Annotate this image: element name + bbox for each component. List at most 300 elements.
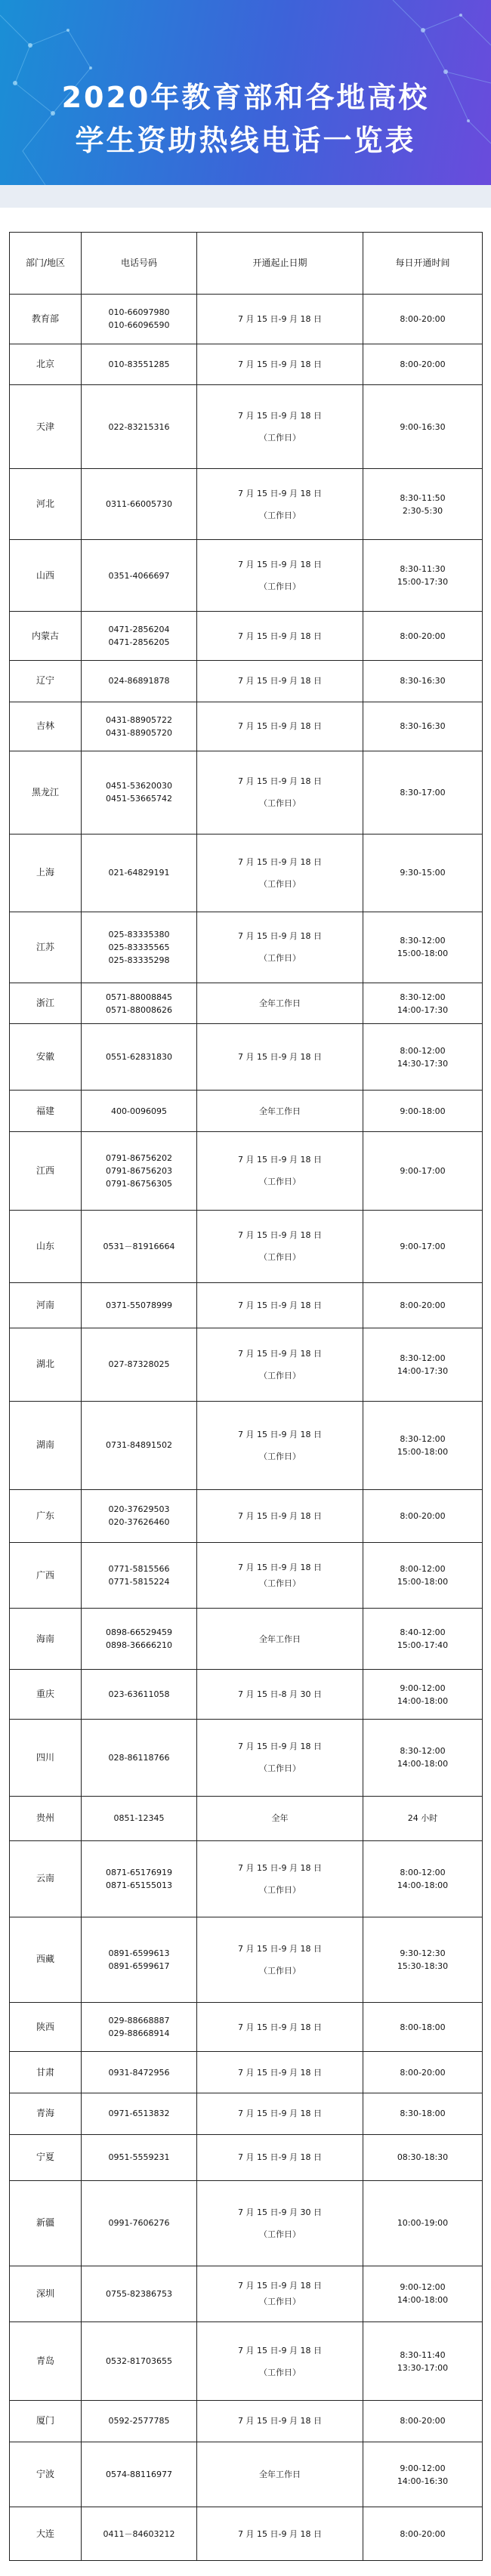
phone-number-cell	[82, 2134, 197, 2180]
phone-number[interactable]: 0574-88116977	[106, 2470, 172, 2479]
daily-hours-cell	[363, 1489, 483, 1542]
table-row	[10, 1917, 483, 2003]
phone-number[interactable]: 0532-81703655	[106, 2356, 172, 2367]
date-range: 7 月 15 日-9 月 18 日	[238, 1510, 322, 1521]
phone-number-cell	[82, 1132, 197, 1211]
phone-number[interactable]: 0991-7606276	[108, 2218, 170, 2229]
daily-hours-cell	[363, 385, 483, 468]
daily-hours-cell	[363, 1609, 483, 1670]
date-range-cell	[197, 1091, 363, 1132]
daily-hours: 8:30-16:30	[400, 721, 446, 732]
table-row	[10, 1401, 483, 1489]
region-cell: 广东	[10, 1489, 82, 1542]
daily-hours-cell	[363, 2322, 483, 2401]
daily-hours-cell	[363, 1024, 483, 1091]
phone-number-cell	[82, 660, 197, 702]
phone-number[interactable]: 0898-66529459	[106, 1627, 172, 1638]
table-row	[10, 1720, 483, 1796]
date-range-cell	[197, 1840, 363, 1917]
daily-hours: 8:00-12:00	[400, 1867, 446, 1877]
phone-number[interactable]: 0891-6599613	[108, 1948, 170, 1958]
daily-hours: 8:00-20:00	[400, 359, 446, 370]
date-range: （工作日）	[259, 1965, 301, 1976]
phone-number[interactable]: 029-88668887	[108, 2016, 170, 2026]
date-range: （工作日）	[259, 510, 301, 520]
daily-hours: 9:00-16:30	[400, 421, 446, 432]
phone-number[interactable]: 021-64829191	[108, 868, 170, 878]
date-range: 7 月 15 日-9 月 18 日	[238, 776, 322, 787]
column-header-dates: 开通起止日期	[197, 233, 363, 295]
daily-hours-cell	[363, 1917, 483, 2003]
table-row	[10, 1282, 483, 1328]
table-row	[10, 1024, 483, 1091]
daily-hours: 9:00-12:00	[400, 2282, 446, 2293]
phone-number[interactable]: 0771-5815566	[108, 1564, 170, 1575]
region-cell: 内蒙古	[10, 612, 82, 661]
phone-number-cell	[82, 1840, 197, 1917]
phone-number[interactable]: 025-83335380	[108, 929, 170, 939]
table-row	[10, 1328, 483, 1401]
daily-hours-cell	[363, 1091, 483, 1132]
table-body	[10, 295, 483, 2561]
phone-number-cell	[82, 2322, 197, 2401]
date-range-cell	[197, 660, 363, 702]
phone-number[interactable]: 025-83335565	[108, 942, 170, 952]
region-cell: 山西	[10, 540, 82, 612]
daily-hours-cell	[363, 2093, 483, 2135]
date-range: 7 月 15 日-9 月 18 日	[238, 560, 322, 570]
date-range: 全年工作日	[259, 1106, 301, 1116]
daily-hours: 14:00-18:00	[397, 1695, 449, 1706]
phone-number-cell	[82, 1489, 197, 1542]
phone-number[interactable]: 0871-65155013	[106, 1880, 172, 1890]
region-cell: 河北	[10, 468, 82, 540]
daily-hours-cell	[363, 983, 483, 1024]
daily-hours: 24 小时	[407, 1813, 438, 1824]
date-range: （工作日）	[259, 2297, 301, 2307]
phone-number[interactable]: 029-88668914	[108, 2028, 170, 2039]
phone-number[interactable]: 0571-88008626	[106, 1004, 172, 1015]
date-range: （工作日）	[259, 582, 301, 592]
date-range-cell	[197, 1489, 363, 1542]
daily-hours-cell	[363, 912, 483, 983]
daily-hours: 9:00-12:00	[400, 1683, 446, 1693]
daily-hours: 8:30-12:00	[400, 1353, 446, 1363]
table-row	[10, 295, 483, 344]
hotline-table	[9, 232, 483, 2561]
date-range: 7 月 15 日-9 月 18 日	[238, 1943, 322, 1954]
date-range-cell	[197, 468, 363, 540]
region-cell: 辽宁	[10, 660, 82, 702]
phone-number-cell	[82, 912, 197, 983]
region-cell: 黑龙江	[10, 751, 82, 834]
phone-number-cell	[82, 385, 197, 468]
daily-hours: 15:00-17:40	[397, 1640, 449, 1651]
daily-hours: 15:00-18:00	[397, 1577, 449, 1587]
date-range: 7 月 15 日-9 月 18 日	[238, 2416, 322, 2426]
date-range-cell	[197, 295, 363, 344]
region-cell: 北京	[10, 344, 82, 385]
table-row	[10, 834, 483, 912]
phone-number-cell	[82, 834, 197, 912]
date-range: 7 月 15 日-9 月 18 日	[238, 2022, 322, 2032]
table-row	[10, 2400, 483, 2442]
table-row	[10, 702, 483, 751]
date-range-cell	[197, 1401, 363, 1489]
phone-number[interactable]: 0755-82386753	[106, 2288, 172, 2299]
date-range: 7 月 15 日-9 月 18 日	[238, 2281, 322, 2291]
date-range: （工作日）	[259, 878, 301, 889]
phone-number[interactable]: 0471-2856204	[108, 625, 170, 635]
date-range: 7 月 15 日-9 月 18 日	[238, 2528, 322, 2539]
daily-hours-cell	[363, 2002, 483, 2052]
phone-number[interactable]: 0471-2856205	[108, 637, 170, 648]
phone-number[interactable]: 025-83335298	[108, 955, 170, 965]
date-range: 7 月 15 日-9 月 18 日	[238, 856, 322, 867]
phone-number[interactable]: 0731-84891502	[106, 1440, 172, 1451]
phone-number-cell	[82, 702, 197, 751]
daily-hours: 10:00-19:00	[397, 2218, 449, 2229]
phone-number[interactable]: 0592-2577785	[108, 2416, 170, 2426]
daily-hours: 9:30-15:00	[400, 868, 446, 878]
phone-number[interactable]: 0898-36666210	[106, 1640, 172, 1651]
phone-number[interactable]: 0311-66005730	[106, 499, 172, 510]
date-range: 7 月 15 日-9 月 18 日	[238, 1300, 322, 1310]
daily-hours-cell	[363, 2400, 483, 2442]
region-cell: 浙江	[10, 983, 82, 1024]
daily-hours: 8:30-18:00	[400, 2109, 446, 2119]
region-cell: 安徽	[10, 1024, 82, 1091]
date-range: （工作日）	[259, 798, 301, 809]
daily-hours: 9:30-12:30	[400, 1948, 446, 1958]
date-range: （工作日）	[259, 2229, 301, 2239]
date-range-cell	[197, 983, 363, 1024]
date-range: 7 月 15 日-9 月 18 日	[238, 1052, 322, 1063]
date-range: 7 月 15 日-9 月 18 日	[238, 1862, 322, 1873]
region-cell: 新疆	[10, 2180, 82, 2266]
daily-hours: 14:30-17:30	[397, 1058, 449, 1069]
daily-hours: 14:00-18:00	[397, 2295, 449, 2306]
phone-number[interactable]: 020-37629503	[108, 1504, 170, 1515]
region-cell: 海南	[10, 1609, 82, 1670]
date-range-cell	[197, 2266, 363, 2322]
phone-number-cell	[82, 1328, 197, 1401]
region-cell: 陕西	[10, 2002, 82, 2052]
phone-number[interactable]: 0931-8472956	[108, 2067, 170, 2078]
region-cell: 贵州	[10, 1796, 82, 1840]
phone-number[interactable]: 022-83215316	[108, 421, 170, 432]
daily-hours-cell	[363, 1328, 483, 1401]
date-range-cell	[197, 2400, 363, 2442]
date-range: 7 月 15 日-9 月 18 日	[238, 931, 322, 942]
daily-hours: 15:30-18:30	[397, 1961, 449, 1971]
table-row	[10, 1091, 483, 1132]
phone-number[interactable]: 0791-86756305	[106, 1178, 172, 1189]
daily-hours: 8:00-20:00	[400, 631, 446, 641]
daily-hours: 8:30-12:00	[400, 992, 446, 1002]
table-row	[10, 2134, 483, 2180]
date-range-cell	[197, 751, 363, 834]
phone-number[interactable]: 0771-5815224	[108, 1577, 170, 1587]
date-range: 全年	[271, 1813, 289, 1824]
date-range-cell	[197, 1328, 363, 1401]
daily-hours-cell	[363, 540, 483, 612]
table-row	[10, 2093, 483, 2135]
phone-number[interactable]: 0791-86756202	[106, 1152, 172, 1163]
phone-number[interactable]: 024-86891878	[108, 676, 170, 686]
date-range-cell	[197, 2093, 363, 2135]
date-range-cell	[197, 2134, 363, 2180]
phone-number[interactable]: 023-63611058	[108, 1689, 170, 1700]
phone-number-cell	[82, 1609, 197, 1670]
daily-hours-cell	[363, 344, 483, 385]
region-cell: 西藏	[10, 1917, 82, 2003]
date-range: 7 月 15 日-9 月 18 日	[238, 1741, 322, 1752]
phone-number[interactable]: 0371-55078999	[106, 1300, 172, 1310]
column-header-hours: 每日开通时间	[363, 233, 483, 295]
phone-number-cell	[82, 1720, 197, 1796]
phone-number-cell	[82, 1401, 197, 1489]
daily-hours: 15:00-17:30	[397, 577, 449, 588]
date-range-cell	[197, 612, 363, 661]
daily-hours: 8:30-12:00	[400, 1746, 446, 1757]
phone-number-cell	[82, 1796, 197, 1840]
column-header-region: 部门/地区	[10, 233, 82, 295]
phone-number[interactable]: 0891-6599617	[108, 1961, 170, 1971]
phone-number[interactable]: 0431-88905722	[106, 714, 172, 725]
region-cell: 四川	[10, 1720, 82, 1796]
daily-hours: 8:00-12:00	[400, 1045, 446, 1056]
table-row	[10, 1796, 483, 1840]
phone-number[interactable]: 0451-53620030	[106, 781, 172, 791]
phone-number-cell	[82, 344, 197, 385]
phone-number[interactable]: 0351-4066697	[108, 570, 170, 581]
phone-number-cell	[82, 2180, 197, 2266]
table-row	[10, 1840, 483, 1917]
region-cell: 山东	[10, 1210, 82, 1282]
date-range-cell	[197, 1720, 363, 1796]
daily-hours: 08:30-18:30	[397, 2152, 449, 2163]
date-range: 7 月 15 日-9 月 18 日	[238, 1563, 322, 1573]
phone-number[interactable]: 0851-12345	[113, 1813, 165, 1824]
daily-hours-cell	[363, 660, 483, 702]
daily-hours: 14:00-16:30	[397, 2476, 449, 2486]
daily-hours: 8:30-12:00	[400, 936, 446, 946]
phone-number-cell	[82, 468, 197, 540]
daily-hours-cell	[363, 702, 483, 751]
daily-hours-cell	[363, 834, 483, 912]
region-cell: 宁夏	[10, 2134, 82, 2180]
date-range: 7 月 15 日-9 月 18 日	[238, 676, 322, 686]
region-cell: 深圳	[10, 2266, 82, 2322]
daily-hours-cell	[363, 1401, 483, 1489]
phone-number[interactable]: 0871-65176919	[106, 1867, 172, 1877]
daily-hours: 14:00-18:00	[397, 1759, 449, 1769]
region-cell: 湖南	[10, 1401, 82, 1489]
daily-hours: 8:00-20:00	[400, 1510, 446, 1521]
date-range-cell	[197, 1543, 363, 1609]
date-range-cell	[197, 2002, 363, 2052]
phone-number[interactable]: 0411－84603212	[103, 2528, 175, 2539]
daily-hours: 8:00-20:00	[400, 2416, 446, 2426]
phone-number-cell	[82, 540, 197, 612]
phone-number[interactable]: 0431-88905720	[106, 727, 172, 738]
daily-hours-cell	[363, 468, 483, 540]
daily-hours: 8:00-20:00	[400, 2528, 446, 2539]
daily-hours: 9:00-12:00	[400, 2463, 446, 2473]
date-range-cell	[197, 540, 363, 612]
daily-hours: 15:00-18:00	[397, 949, 449, 959]
phone-number[interactable]: 010-66096590	[108, 320, 170, 331]
date-range: （工作日）	[259, 433, 301, 443]
region-cell: 青岛	[10, 2322, 82, 2401]
phone-number-cell	[82, 2052, 197, 2093]
date-range: （工作日）	[259, 1578, 301, 1589]
region-cell: 湖北	[10, 1328, 82, 1401]
daily-hours-cell	[363, 1796, 483, 1840]
date-range: 7 月 15 日-9 月 18 日	[238, 1155, 322, 1165]
table-row	[10, 344, 483, 385]
phone-number-cell	[82, 295, 197, 344]
phone-number-cell	[82, 1917, 197, 2003]
date-range: （工作日）	[259, 2367, 301, 2377]
phone-number[interactable]: 010-83551285	[108, 359, 170, 370]
table-row	[10, 983, 483, 1024]
date-range-cell	[197, 1210, 363, 1282]
region-cell: 天津	[10, 385, 82, 468]
phone-number[interactable]: 027-87328025	[108, 1359, 170, 1370]
table-row	[10, 1609, 483, 1670]
phone-number[interactable]: 0791-86756203	[106, 1165, 172, 1176]
phone-number[interactable]: 020-37626460	[108, 1517, 170, 1528]
daily-hours-cell	[363, 612, 483, 661]
table-sheet	[0, 208, 491, 2576]
table-row	[10, 1670, 483, 1720]
region-cell: 福建	[10, 1091, 82, 1132]
phone-number-cell	[82, 751, 197, 834]
daily-hours: 8:00-18:00	[400, 2022, 446, 2032]
date-range: （工作日）	[259, 1370, 301, 1381]
date-range-cell	[197, 2507, 363, 2561]
region-cell: 厦门	[10, 2400, 82, 2442]
daily-hours: 8:40-12:00	[400, 1627, 446, 1638]
table-row	[10, 1132, 483, 1211]
date-range-cell	[197, 1132, 363, 1211]
daily-hours: 8:30-11:40	[400, 2349, 446, 2360]
daily-hours: 9:00-18:00	[400, 1106, 446, 1116]
region-cell: 上海	[10, 834, 82, 912]
daily-hours: 14:00-18:00	[397, 1880, 449, 1890]
phone-number-cell	[82, 612, 197, 661]
date-range-cell	[197, 2322, 363, 2401]
daily-hours: 8:30-12:00	[400, 1433, 446, 1444]
daily-hours-cell	[363, 1210, 483, 1282]
daily-hours: 9:00-17:00	[400, 1241, 446, 1251]
daily-hours: 13:30-17:00	[397, 2362, 449, 2373]
date-range: 7 月 15 日-9 月 18 日	[238, 721, 322, 732]
date-range-cell	[197, 912, 363, 983]
phone-number-cell	[82, 2400, 197, 2442]
date-range-cell	[197, 834, 363, 912]
date-range-cell	[197, 1609, 363, 1670]
phone-number-cell	[82, 1282, 197, 1328]
daily-hours: 14:00-17:30	[397, 1004, 449, 1015]
daily-hours: 14:00-17:30	[397, 1365, 449, 1376]
table-row	[10, 912, 483, 983]
daily-hours: 9:00-17:00	[400, 1165, 446, 1176]
table-row	[10, 1489, 483, 1542]
phone-number[interactable]: 0971-6513832	[108, 2109, 170, 2119]
table-row	[10, 2442, 483, 2507]
date-range: 全年工作日	[259, 2470, 301, 2479]
daily-hours: 15:00-18:00	[397, 1446, 449, 1457]
daily-hours-cell	[363, 2266, 483, 2322]
date-range: 7 月 15 日-9 月 18 日	[238, 2152, 322, 2163]
daily-hours-cell	[363, 751, 483, 834]
table-row	[10, 2052, 483, 2093]
daily-hours-cell	[363, 1670, 483, 1720]
phone-number[interactable]: 400-0096095	[111, 1106, 167, 1116]
date-range-cell	[197, 1282, 363, 1328]
region-cell: 教育部	[10, 295, 82, 344]
region-cell: 宁波	[10, 2442, 82, 2507]
phone-number[interactable]: 0531－81916664	[103, 1241, 175, 1251]
phone-number[interactable]: 0551-62831830	[106, 1052, 172, 1063]
date-range: 7 月 15 日-9 月 18 日	[238, 488, 322, 498]
phone-number-cell	[82, 983, 197, 1024]
table-row	[10, 751, 483, 834]
phone-number[interactable]: 010-66097980	[108, 307, 170, 318]
daily-hours-cell	[363, 1840, 483, 1917]
phone-number[interactable]: 0951-5559231	[108, 2152, 170, 2163]
region-cell: 青海	[10, 2093, 82, 2135]
date-range: （工作日）	[259, 1252, 301, 1263]
table-row	[10, 385, 483, 468]
date-range: 7 月 15 日-9 月 18 日	[238, 2067, 322, 2078]
date-range-cell	[197, 1796, 363, 1840]
date-range-cell	[197, 344, 363, 385]
date-range-cell	[197, 385, 363, 468]
phone-number-cell	[82, 2442, 197, 2507]
region-cell: 大连	[10, 2507, 82, 2561]
table-row	[10, 2180, 483, 2266]
phone-number[interactable]: 028-86118766	[108, 1752, 170, 1763]
phone-number[interactable]: 0571-88008845	[106, 992, 172, 1002]
date-range-cell	[197, 1670, 363, 1720]
table-row	[10, 2266, 483, 2322]
region-cell: 甘肃	[10, 2052, 82, 2093]
table-row	[10, 2507, 483, 2561]
daily-hours-cell	[363, 1282, 483, 1328]
date-range-cell	[197, 1917, 363, 2003]
daily-hours: 8:00-20:00	[400, 1300, 446, 1310]
phone-number-cell	[82, 2266, 197, 2322]
daily-hours: 8:30-17:00	[400, 787, 446, 797]
table-row	[10, 2322, 483, 2401]
date-range: （工作日）	[259, 1884, 301, 1895]
daily-hours-cell	[363, 2442, 483, 2507]
table-row	[10, 660, 483, 702]
date-range: 7 月 15 日-8 月 30 日	[238, 1689, 322, 1700]
date-range: 7 月 15 日-9 月 18 日	[238, 1230, 322, 1241]
date-range-cell	[197, 1024, 363, 1091]
daily-hours-cell	[363, 2134, 483, 2180]
daily-hours: 8:00-20:00	[400, 2067, 446, 2078]
phone-number[interactable]: 0451-53665742	[106, 794, 172, 804]
date-range-cell	[197, 2442, 363, 2507]
table-row	[10, 1543, 483, 1609]
region-cell: 江西	[10, 1132, 82, 1211]
